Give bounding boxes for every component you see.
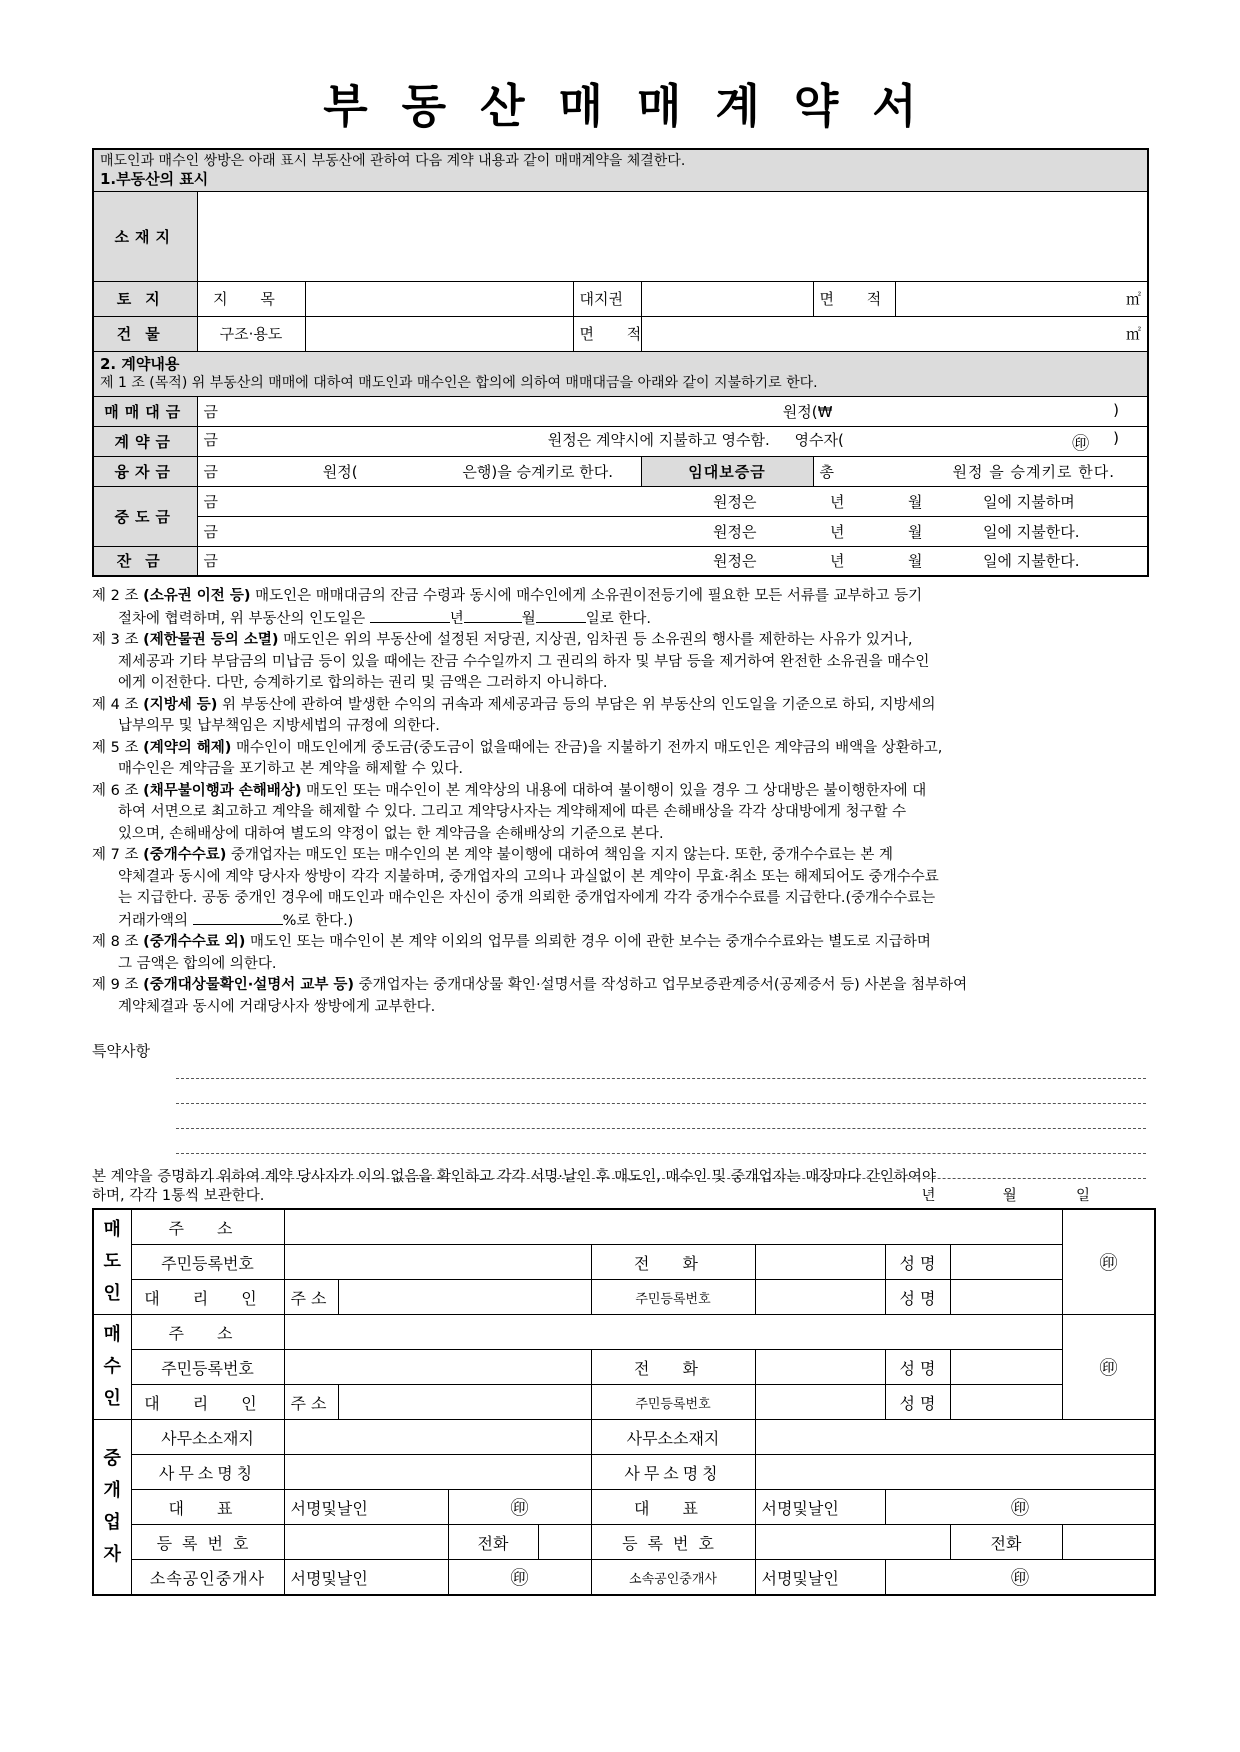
article-3-number: 제 3 조 — [92, 632, 139, 648]
lease-prefix: 총 — [819, 462, 834, 481]
lease-desc: 원정 을 승계키로 한다. — [952, 462, 1116, 481]
special-line[interactable] — [176, 1079, 1146, 1104]
section-property: 1.부동산의 표시 — [100, 170, 209, 189]
agent1-office-name-label: 사무소명칭 — [131, 1455, 284, 1490]
article-5 — [92, 738, 1152, 781]
agent2-reg-field[interactable] — [755, 1525, 950, 1560]
article-9-number: 제 9 조 — [92, 977, 139, 993]
buyer-proxy-address-label: 주 소 — [284, 1385, 338, 1420]
deposit-field[interactable] — [197, 426, 1148, 456]
closing-line-1: 본 계약을 증명하기 위하여 계약 당사자가 이의 없음을 확인하고 각각 서명·날인 후 매도인, 매수인 및 중개업자는 매장마다 간인하여야 — [92, 1169, 936, 1185]
agent1-office-location-label: 사무소소재지 — [131, 1420, 284, 1455]
agent2-office-location-label: 사무소소재지 — [591, 1420, 755, 1455]
balance-field[interactable] — [197, 546, 1148, 576]
section-contract: 2. 계약내용 — [100, 354, 180, 373]
document-title: 부동산매매계약서 — [323, 79, 951, 133]
seller-label — [93, 1209, 131, 1315]
article-2-line-2: 절차에 협력하며, 위 부동산의 인도일은 — [118, 610, 366, 627]
mid1-prefix: 금 — [203, 492, 218, 511]
agent1-office-name-field[interactable] — [284, 1455, 591, 1490]
seller-label-text: 매도인 — [103, 1219, 121, 1304]
balance-prefix: 금 — [203, 552, 218, 571]
agent1-office-location-field[interactable] — [284, 1420, 591, 1455]
balance-desc: 원정은 — [713, 552, 757, 571]
article-6-number: 제 6 조 — [92, 782, 139, 799]
location-field[interactable] — [197, 191, 1148, 281]
article-3-line-2: 제세공과 기타 부담금의 미납금 등이 있을 때에는 잔금 수수일까지 그 권리의 하자 및 부담 등을 제거하여 완전한 소유권을 매수인 — [118, 653, 930, 670]
buyer-seal-icon: ㊞ — [1062, 1315, 1155, 1420]
agent2-reg-label: 등록번호 — [591, 1525, 755, 1560]
agent2-tel-label: 전화 — [950, 1525, 1062, 1560]
seller-name-label: 성 명 — [885, 1245, 950, 1280]
buyer-name-label: 성 명 — [885, 1350, 950, 1385]
special-terms — [92, 1040, 1147, 1061]
loan-label: 융자금 — [93, 456, 197, 486]
deposit-label: 계약금 — [93, 426, 197, 456]
article-4-number: 제 4 조 — [92, 696, 139, 713]
agent2-office-name-field[interactable] — [755, 1455, 1155, 1490]
deposit-seal-icon: ㊞ — [1072, 433, 1090, 454]
seller-proxy-name-label: 성 명 — [885, 1280, 950, 1315]
article-2-day: 일로 한다. — [585, 610, 652, 627]
parties-table — [92, 1208, 1156, 1596]
delivery-month-blank[interactable] — [464, 608, 522, 623]
agent1-member-seal-icon: ㊞ — [448, 1560, 591, 1596]
delivery-day-blank[interactable] — [536, 608, 586, 623]
intro-text: 매도인과 매수인 쌍방은 아래 표시 부동산에 관하여 다음 계약 내용과 같이 매매계약을 체결한다. — [100, 153, 686, 170]
buyer-label-text: 매수인 — [103, 1324, 121, 1409]
agent1-rep-label: 대 표 — [131, 1490, 284, 1525]
balance-end: 일에 지불한다. — [983, 552, 1080, 571]
article-1: 제 1 조 (목적) 위 부동산의 매매에 대하여 매도인과 매수인은 합의에 의하여 매매대금을 아래와 같이 지불하기로 한다. — [100, 374, 818, 391]
buyer-address-field[interactable] — [284, 1315, 1062, 1350]
land-area-label: 면 적 — [813, 281, 895, 316]
article-6-title: (채무불이행과 손해배상) — [143, 782, 302, 799]
structure-field[interactable] — [305, 316, 573, 351]
article-2 — [92, 586, 1152, 630]
article-8-number: 제 8 조 — [92, 934, 139, 950]
agent1-member-sign-label: 서명및날인 — [284, 1560, 448, 1596]
article-8-title: (중개수수료 외) — [143, 934, 246, 950]
mid2-year: 년 — [830, 522, 845, 541]
article-6 — [92, 781, 1152, 846]
seller-proxy-address-label: 주 소 — [284, 1280, 338, 1315]
buyer-proxy-id-label: 주민등록번호 — [591, 1385, 755, 1420]
loan-desc: 원정( — [322, 462, 358, 481]
seller-phone-label: 전 화 — [591, 1245, 755, 1280]
seller-id-label: 주민등록번호 — [131, 1245, 284, 1280]
seller-proxy-label: 대 리 인 — [131, 1280, 284, 1315]
location-label: 소재지 — [93, 191, 197, 281]
receiver-label: 영수자( — [794, 430, 844, 449]
mid2-prefix: 금 — [203, 522, 218, 541]
mid-payment-label: 중도금 — [93, 486, 197, 546]
article-7-number: 제 7 조 — [92, 847, 139, 863]
agent2-office-location-field[interactable] — [755, 1420, 1155, 1455]
land-type-field[interactable] — [305, 281, 573, 316]
article-2-number: 제 2 조 — [92, 588, 139, 604]
article-9-line-1: 중개업자는 중개대상물 확인·설명서를 작성하고 업무보증관계증서(공제증서 등) 사본을 첨부하여 — [354, 977, 968, 993]
article-2-title: (소유권 이전 등) — [143, 588, 251, 604]
article-5-line-2: 매수인은 계약금을 포기하고 본 계약을 해제할 수 있다. — [118, 761, 464, 777]
agent1-reg-label: 등록번호 — [131, 1525, 284, 1560]
article-2-month: 월 — [521, 610, 536, 627]
article-9 — [92, 975, 1152, 1018]
article-4-title: (지방세 등) — [143, 696, 218, 713]
agent2-office-name-label: 사무소명칭 — [591, 1455, 755, 1490]
article-7-percent: %로 한다.) — [282, 912, 354, 929]
balance-year: 년 — [830, 552, 845, 571]
land-area-unit: ㎡ — [1126, 290, 1142, 308]
buyer-name-field[interactable] — [950, 1350, 1062, 1385]
buyer-proxy-id-field[interactable] — [755, 1385, 885, 1420]
loan-bank: 은행)을 승계키로 한다. — [462, 462, 613, 481]
article-5-number: 제 5 조 — [92, 739, 139, 756]
seller-proxy-name-field[interactable] — [950, 1280, 1062, 1315]
agent2-rep-seal-icon: ㊞ — [885, 1490, 1155, 1525]
article-7 — [92, 845, 1152, 932]
mid2-end: 일에 지불한다. — [983, 522, 1080, 541]
agent2-member-sign-label: 서명및날인 — [755, 1560, 885, 1596]
agent1-member-label: 소속공인중개사 — [131, 1560, 284, 1596]
seller-proxy-id-label: 주민등록번호 — [591, 1280, 755, 1315]
building-label: 건물 — [93, 316, 197, 351]
agent2-tel-field[interactable] — [1062, 1525, 1155, 1560]
agent1-reg-field[interactable] — [284, 1525, 448, 1560]
agent-label — [93, 1420, 131, 1596]
deposit-close: ) — [1113, 428, 1120, 447]
commission-rate-blank[interactable] — [193, 910, 283, 925]
agent2-sign-label: 서명및날인 — [755, 1490, 885, 1525]
seller-address-label: 주 소 — [131, 1209, 284, 1245]
article-4 — [92, 695, 1152, 738]
structure-label: 구조·용도 — [197, 316, 305, 351]
closing-line-2: 하며, 각각 1통씩 보관한다. — [92, 1188, 265, 1204]
buyer-phone-field[interactable] — [755, 1350, 885, 1385]
article-2-year: 년 — [449, 610, 464, 627]
mid1-month: 월 — [908, 492, 923, 511]
article-7-title: (중개수수료) — [143, 847, 227, 863]
property-contract-table — [92, 148, 1149, 577]
special-line[interactable] — [176, 1129, 1146, 1154]
agent-label-text: 중개업자 — [103, 1448, 121, 1565]
article-3 — [92, 630, 1152, 695]
seller-id-field[interactable] — [284, 1245, 591, 1280]
article-9-line-2: 계약체결과 동시에 거래당사자 쌍방에게 교부한다. — [118, 998, 436, 1015]
article-6-line-1: 매도인 또는 매수인이 본 계약상의 내용에 대하여 불이행이 있을 경우 그 상대방은 불이행한자에 대 — [301, 782, 927, 799]
article-8-line-2: 그 금액은 합의에 의한다. — [118, 955, 277, 972]
buyer-proxy-name-field[interactable] — [950, 1385, 1062, 1420]
land-label: 토지 — [93, 281, 197, 316]
mid1-year: 년 — [830, 492, 845, 511]
building-area-label: 면 적 — [573, 316, 641, 351]
deposit-desc: 원정은 계약시에 지불하고 영수함. — [547, 430, 770, 449]
seller-phone-field[interactable] — [755, 1245, 885, 1280]
agent1-sign-label: 서명및날인 — [284, 1490, 448, 1525]
article-7-line-1: 중개업자는 매도인 또는 매수인의 본 계약 불이행에 대하여 책임을 지지 않는다. 또한, 중개수수료는 본 계 — [226, 847, 894, 863]
deposit-prefix: 금 — [203, 430, 218, 449]
special-line[interactable] — [176, 1104, 1146, 1129]
agent2-member-label: 소속공인중개사 — [591, 1560, 755, 1596]
agent1-tel-label: 전화 — [448, 1525, 538, 1560]
article-5-line-1: 매수인이 매도인에게 중도금(중도금이 없을때에는 잔금)을 지불하기 전까지 매도인은 계약금의 배액을 상환하고, — [231, 739, 943, 756]
delivery-year-blank[interactable] — [370, 608, 450, 623]
price-prefix: 금 — [203, 402, 218, 421]
article-3-title: (제한물권 등의 소멸) — [143, 632, 279, 648]
article-4-line-1: 위 부동산에 관하여 발생한 수익의 귀속과 제세공과금 등의 부담은 위 부동산의 인도일을 기준으로 하되, 지방세의 — [217, 696, 936, 713]
loan-field[interactable] — [197, 456, 641, 486]
price-won: 원정(₩ — [782, 402, 833, 421]
date-year: 년 — [921, 1188, 938, 1204]
buyer-id-label: 주민등록번호 — [131, 1350, 284, 1385]
special-line[interactable] — [176, 1054, 1146, 1079]
buyer-proxy-address-field[interactable] — [338, 1385, 591, 1420]
balance-month: 월 — [908, 552, 923, 571]
special-terms-lines[interactable] — [176, 1054, 1146, 1179]
article-5-title: (계약의 해제) — [143, 739, 232, 756]
mid2-desc: 원정은 — [713, 522, 757, 541]
date-day: 일 — [1075, 1188, 1092, 1204]
article-8-line-1: 매도인 또는 매수인이 본 계약 이외의 업무를 의뢰한 경우 이에 관한 보수는 중개수수료와는 별도로 지급하며 — [245, 934, 931, 950]
buyer-proxy-name-label: 성 명 — [885, 1385, 950, 1420]
article-3-line-3: 에게 이전한다. 다만, 승계하기로 합의하는 권리 및 금액은 그러하지 아니하다. — [118, 675, 608, 691]
mid-payment-1-field[interactable] — [197, 486, 1148, 516]
land-right-label: 대지권 — [573, 281, 641, 316]
buyer-phone-label: 전 화 — [591, 1350, 755, 1385]
land-right-field[interactable] — [641, 281, 813, 316]
agent1-rep-seal-icon: ㊞ — [448, 1490, 591, 1525]
article-3-line-1: 매도인은 위의 부동산에 설정된 저당권, 지상권, 임차권 등 소유권의 행사를 제한하는 사유가 있거나, — [278, 632, 913, 648]
building-area-field[interactable] — [641, 316, 1148, 351]
seller-address-field[interactable] — [284, 1209, 1062, 1245]
mid-payment-2-field[interactable] — [197, 516, 1148, 546]
date-month: 월 — [1002, 1188, 1019, 1204]
price-field[interactable] — [197, 396, 1148, 426]
buyer-address-label: 주 소 — [131, 1315, 284, 1350]
mid1-end: 일에 지불하며 — [983, 492, 1075, 511]
balance-label: 잔금 — [93, 546, 197, 576]
article-6-line-3: 있으며, 손해배상에 대하여 별도의 약정이 없는 한 계약금을 손해배상의 기준으로 본다. — [118, 825, 664, 842]
price-label: 매매대금 — [93, 396, 197, 426]
article-8 — [92, 932, 1152, 975]
mid1-desc: 원정은 — [713, 492, 757, 511]
article-7-line-2: 약체결과 동시에 계약 당사자 쌍방이 각각 지불하며, 중개업자의 고의나 과실없이 본 계약이 무효·취소 또는 해제되어도 중개수수료 — [118, 868, 939, 885]
land-type-label: 지 목 — [197, 281, 305, 316]
seller-name-field[interactable] — [950, 1245, 1062, 1280]
seller-seal-icon: ㊞ — [1062, 1209, 1155, 1315]
mid2-month: 월 — [908, 522, 923, 541]
land-area-field[interactable] — [895, 281, 1148, 316]
agent2-member-seal-icon: ㊞ — [885, 1560, 1155, 1596]
loan-prefix: 금 — [203, 462, 218, 481]
article-4-line-2: 납부의무 및 납부책임은 지방세법의 규정에 의한다. — [118, 718, 440, 734]
buyer-proxy-label: 대 리 인 — [131, 1385, 284, 1420]
seller-proxy-id-field[interactable] — [755, 1280, 885, 1315]
contract-articles — [92, 586, 1152, 1018]
article-2-line-1: 매도인은 매매대금의 잔금 수령과 동시에 매수인에게 소유권이전등기에 필요한 모든 서류를 교부하고 등기 — [250, 588, 923, 604]
agent2-rep-label: 대 표 — [591, 1490, 755, 1525]
article-9-title: (중개대상물확인·설명서 교부 등) — [143, 977, 355, 993]
agent1-tel-field[interactable] — [538, 1525, 591, 1560]
article-7-line-4: 거래가액의 — [118, 912, 189, 929]
contract-date — [922, 1187, 1092, 1206]
price-close: ) — [1113, 400, 1120, 419]
seller-proxy-address-field[interactable] — [338, 1280, 591, 1315]
lease-deposit-label: 임대보증금 — [641, 456, 813, 486]
closing-statement — [92, 1168, 1152, 1206]
lease-deposit-field[interactable] — [813, 456, 1148, 486]
building-area-unit: ㎡ — [1126, 325, 1142, 343]
special-terms-label: 특약사항 — [92, 1042, 150, 1060]
article-6-line-2: 하여 서면으로 최고하고 계약을 해제할 수 있다. 그리고 계약당사자는 계약해제에 따른 손해배상을 각각 상대방에게 청구할 수 — [118, 804, 907, 820]
article-7-line-3: 는 지급한다. 공동 중개인 경우에 매도인과 매수인은 자신이 중개 의뢰한 중개업자에게 각각 중개수수료를 지급한다.(중개수수료는 — [118, 890, 936, 906]
buyer-id-field[interactable] — [284, 1350, 591, 1385]
buyer-label — [93, 1315, 131, 1420]
